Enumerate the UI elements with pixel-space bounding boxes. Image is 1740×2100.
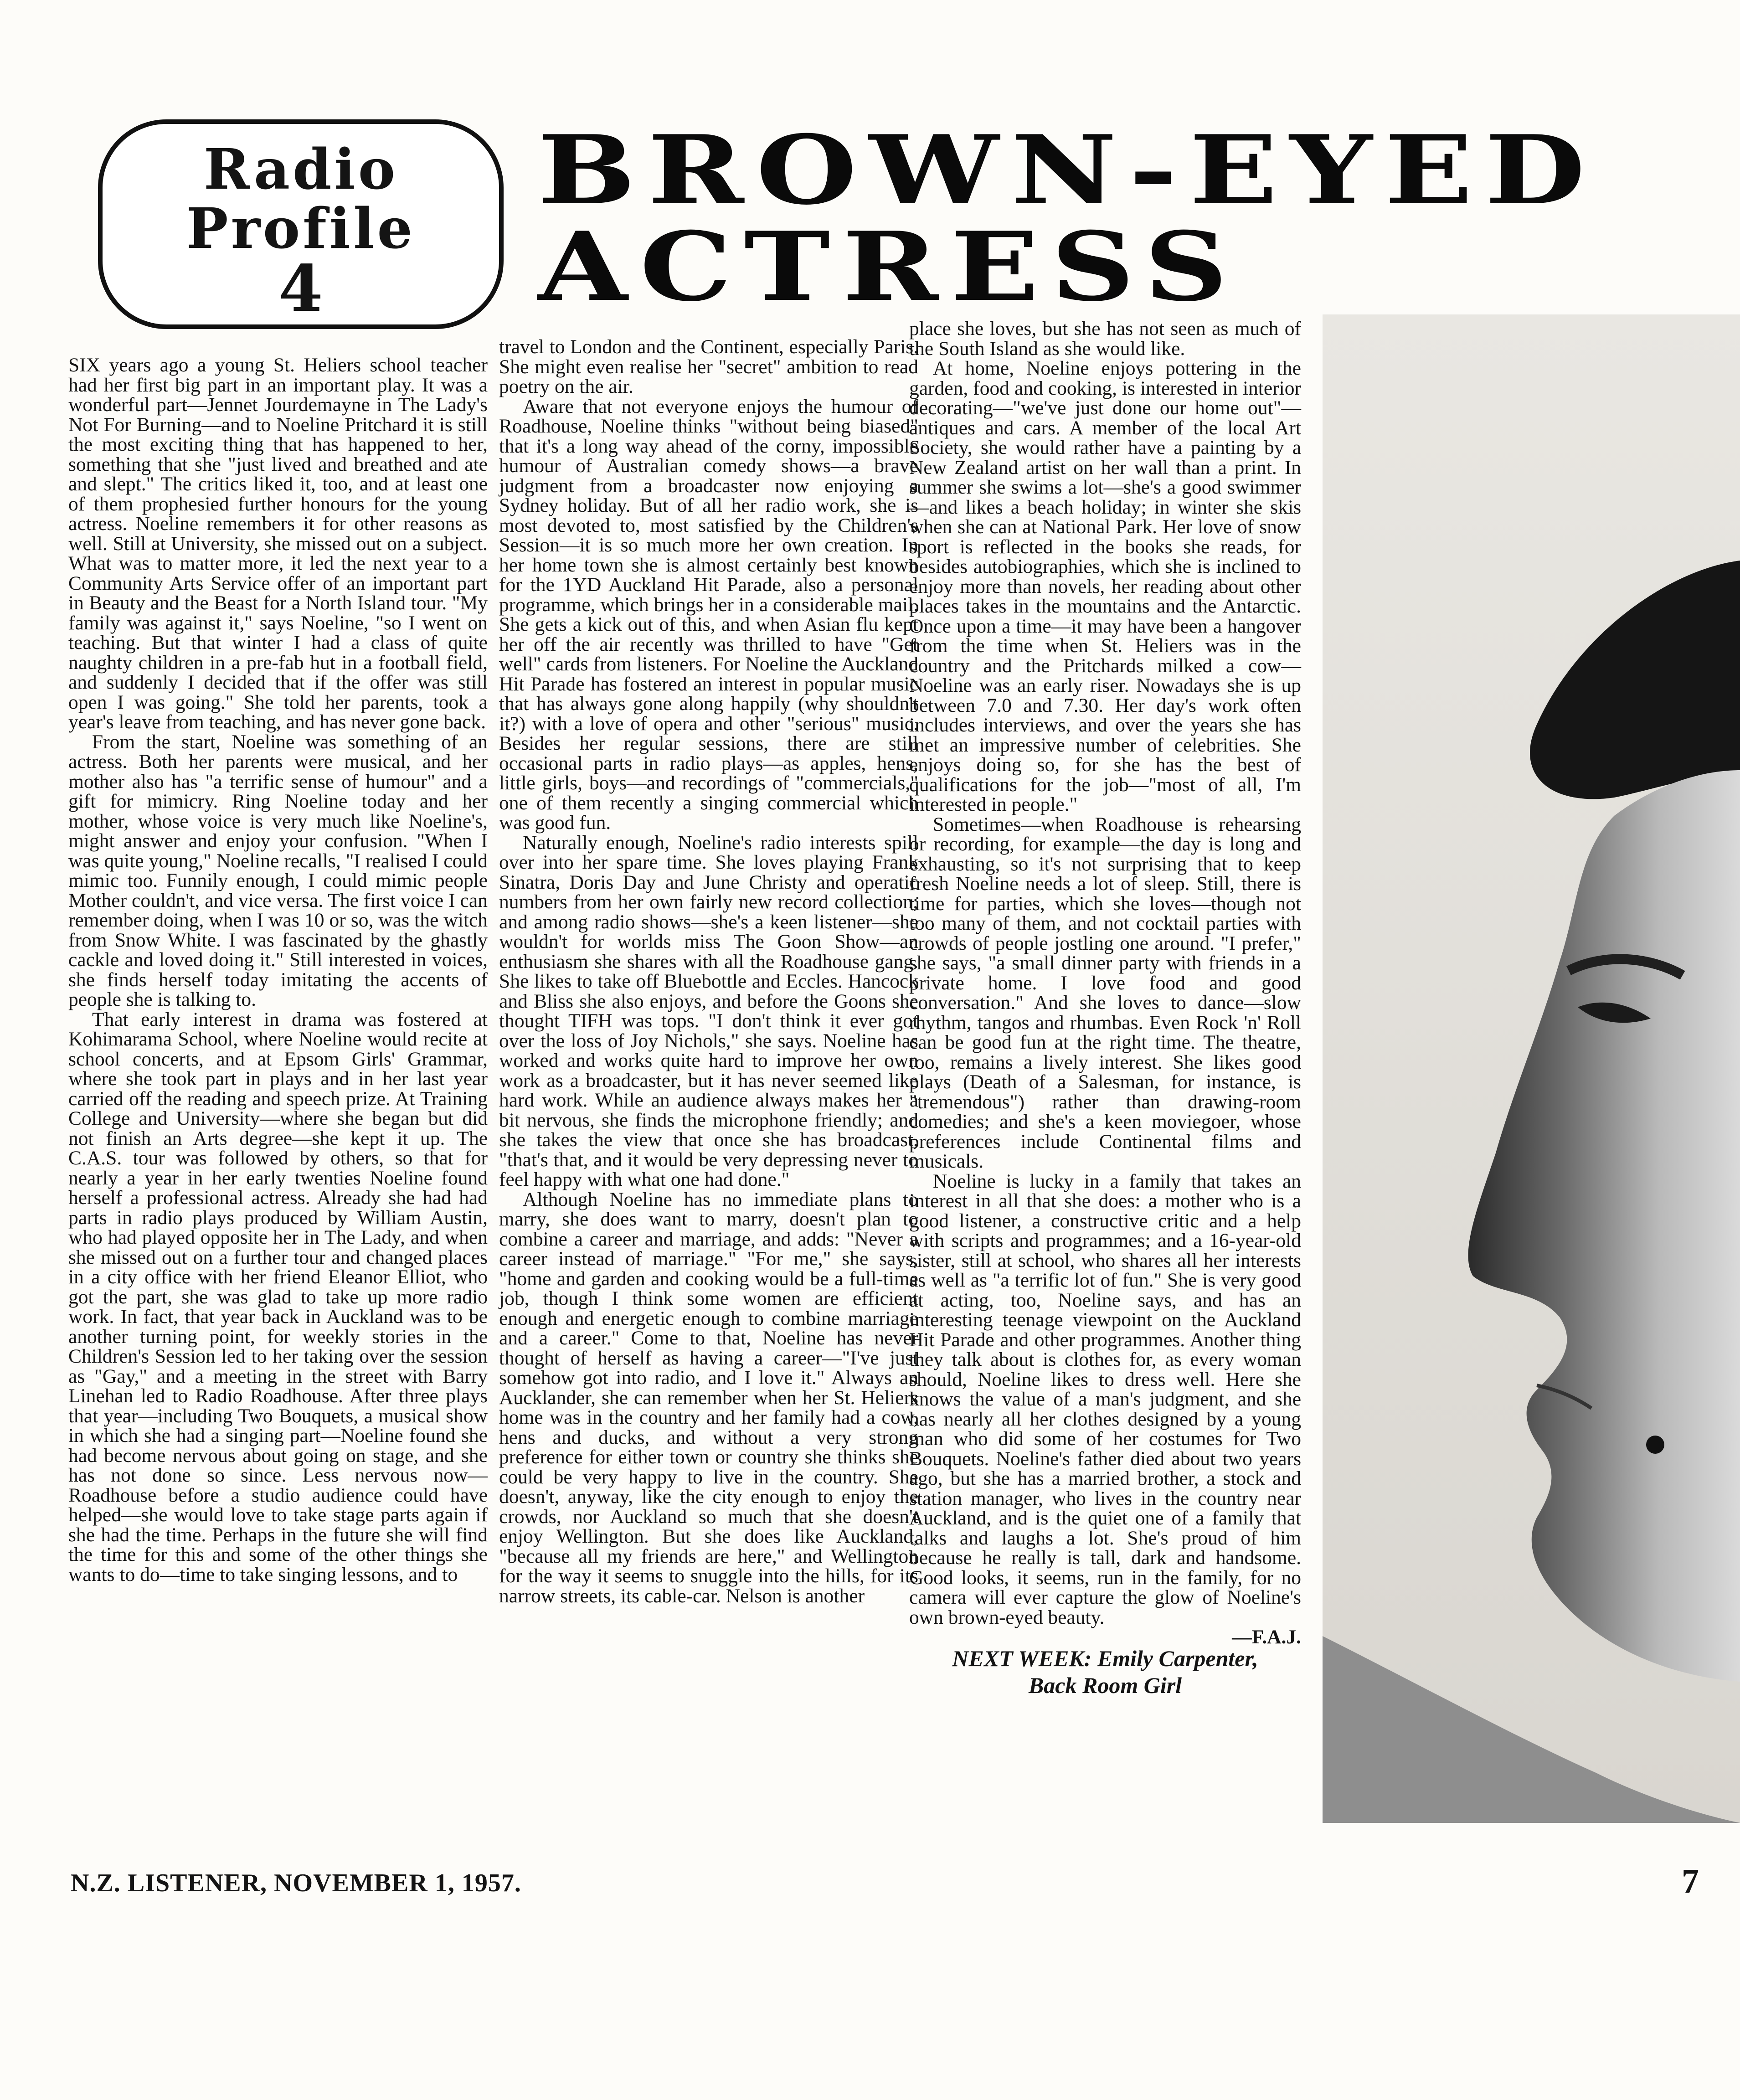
next-week-line-1: NEXT WEEK: Emily Carpenter, (952, 1646, 1258, 1671)
portrait-photo (1323, 314, 1740, 1823)
paragraph: Noeline is lucky in a family that takes an interest in all that she does: a mother who is a good listener, a constructive critic and a help with scripts and programmes; and a 16-year-old sister, still at school, who shares all her interests as well as "a terrific lot of fun." She is very good at acting, too, Noeline says, and has an interesting teenage viewpoint on the Auckland Hit Parade and other programmes. Another thing they talk about is clothes for, as every woman should, Noeline likes to dress well. Here she knows the value of a man's judgment, and she has nearly all her clothes designed by a young man who did some of her costumes for Two Bouquets. Noeline's father died about two years ago, but she has a married brother, a stock and station manager, who lives in the country near Auckland, and is the quiet one of a family that talks and laughs a lot. She's proud of him because he really is tall, dark and handsome. Good looks, it seems, run in the family, for no camera will ever capture the glow of Noeline's own brown-eyed beauty. (909, 1170, 1301, 1628)
page-number: 7 (1682, 1862, 1699, 1900)
paragraph: travel to London and the Continent, especially Paris. She might even realise her "secret" ambition to read poetry on the air. (499, 336, 918, 397)
article-column-2 (499, 337, 918, 1818)
headline-line-2: ACTRESS (538, 211, 1240, 323)
badge-line-radio: Radio (203, 136, 398, 202)
next-week-note (909, 1645, 1301, 1699)
paragraph: That early interest in drama was fostered at Kohimarama School, where Noeline would recite at school concerts, and at Epsom Girls' Grammar, where she took part in plays and in her last year carried off the reading and speech prize. At Training College and University—where she began but did not finish an Arts degree—she kept it up. The C.A.S. tour was followed by others, so that for nearly a year in her early twenties Noeline found herself a professional actress. Already she had had parts in radio plays produced by William Austin, who had played opposite her in The Lady, and when she missed out on a further tour and changed places in a city office with her friend Eleanor Elliot, who got the part, she was glad to take up more radio work. In fact, that year back in Auckland was to be another turning point, for weekly stories in the Children's Session led to her taking over the session as "Gay," and a meeting in the street with Barry Linehan led to Radio Roadhouse. After three plays that year—including Two Bouquets, a musical show in which she had a singing part—Noeline found she had become nervous about going on stage, and she has not done so since. Less nervous now—Roadhouse before a studio audience could have helped—she would love to take stage parts again if she had the time. Perhaps in the future she will find the time for this and some of the other things she wants to do—time to take singing lessons, and to (68, 1008, 488, 1585)
headline-line-1: BROWN-EYED (538, 115, 1598, 226)
article-column-1 (68, 355, 488, 1818)
profile-portrait-image (1323, 314, 1740, 1823)
paragraph: Although Noeline has no immediate plans to marry, she does want to marry, doesn't plan to combine a career and marriage, and adds: "Never a career instead of marriage." "For me," she says, "home and garden and cooking would be a full-time job, though I think some women are efficient enough and energetic enough to combine marriage and a career." Come to that, Noeline has never thought of herself as having a career—"I've just somehow got into radio, and I love it." Always an Aucklander, she can remember when her St. Heliers home was in the country and her family had a cow, hens and ducks, and without a very strong preference for either town or country she thinks she could be very happy to live in the country. She doesn't, anyway, like the city enough to enjoy the crowds, nor Auckland so much that she doesn't enjoy Wellington. But she does like Auckland, "because all my friends are here," and Wellington for the way it seems to snuggle into the hills, for its narrow streets, its cable-car. Nelson is another (499, 1188, 918, 1607)
paragraph: At home, Noeline enjoys pottering in the garden, food and cooking, is interested in interior decorating—"we've just done our home out"—antiques and cars. A member of the local Art Society, she would rather have a painting by a New Zealand artist on her wall than a print. In summer she swims a lot—she's a good swimmer—and likes a beach holiday; in winter she skis when she can at National Park. Her love of snow sport is reflected in the books she reads, for besides autobiographies, which she is inclined to enjoy more than novels, her reading about other places takes in the mountains and the Antarctic. Once upon a time—it may have been a hangover from the time when St. Heliers was in the country and the Pritchards milked a cow—Noeline was an early riser. Nowadays she is up between 7.0 and 7.30. Her day's work often includes interviews, and over the years she has met an impressive number of celebrities. She enjoys doing so, for she has the best of qualifications for the job—"most of all, I'm interested in people." (909, 357, 1301, 815)
paragraph: Naturally enough, Noeline's radio interests spill over into her spare time. She loves playing Frank Sinatra, Doris Day and June Christy and operatic numbers from her own fairly new record collection; and among radio shows—she's a keen listener—she wouldn't for worlds miss The Goon Show—an enthusiasm she shares with all the Roadhouse gang. She likes to take off Bluebottle and Eccles. Hancock and Bliss she also enjoys, and before the Goons she thought TIFH was tops. "I don't think it ever got over the loss of Joy Nichols," she says. Noeline has worked and works quite hard to improve her own work as a broadcaster, but it has never seemed like hard work. While an audience always makes her a bit nervous, she finds the microphone friendly; and she takes the view that once she has broadcast, "that's that, and it would be very depressing never to feel happy with what one had done." (499, 831, 918, 1190)
byline: —F.A.J. (1232, 1626, 1301, 1648)
badge-line-profile: Profile (186, 196, 416, 261)
paragraph: From the start, Noeline was something of an actress. Both her parents were musical, and her mother also has "a terrific sense of humour" and a gift for mimicry. Ring Noeline today and her mother, whose voice is very much like Noeline's, might answer and enjoy your confusion. "When I was quite young," Noeline recalls, "I realised I could mimic too. Funnily enough, I could mimic people Mother couldn't, and vice versa. The first voice I can remember doing, when I was 10 or so, was the witch from Snow White. I was fascinated by the ghastly cackle and loved doing it." Still interested in voices, she finds herself today imitating the accents of people she is talking to. (68, 731, 488, 1010)
headline (538, 115, 1740, 323)
paragraph: place she loves, but she has not seen as much of the South Island as she would like. (909, 318, 1301, 360)
footer-publication-line: N.Z. LISTENER, NOVEMBER 1, 1957. (71, 1869, 521, 1897)
paragraph: SIX years ago a young St. Heliers school teacher had her first big part in an important play. It was a wonderful part—Jennet Jourdemayne in The Lady's Not For Burning—and to Noeline Pritchard it is still the most exciting thing that has happened to her, something that she "just lived and breathed and ate and slept." The critics liked it, too, and at least one of them prophesied further honours for the young actress. Noeline remembers it for other reasons as well. Still at University, she missed out on a subject. What was to matter more, it led the next year to a Community Arts Service offer of an important part in Beauty and the Beast for a North Island tour. "My family was against it," says Noeline, "so I went on teaching. But that winter I had a class of quite naughty children in a pre-fab hut in a football field, and suddenly I decided that if the offer was still open I was going." She told her parents, took a year's leave from teaching, and has never gone back. (68, 354, 488, 733)
article-column-3 (909, 318, 1301, 1648)
radio-profile-badge (98, 119, 504, 329)
paragraph: Aware that not everyone enjoys the humour of Roadhouse, Noeline thinks "without being biased" that it's a long way ahead of the corny, impossible humour of Australian comedy shows—a brave judgment from a broadcaster now enjoying a Sydney holiday. But of all her radio work, she is most devoted to, most satisfied by the Children's Session—it is so much more her own creation. In her home town she is almost certainly best known for the 1YD Auckland Hit Parade, also a personal programme, which brings her in a considerable mail. She gets a kick out of this, and when Asian flu kept her off the air recently was thrilled to have "Get well" cards from listeners. For Noeline the Auckland Hit Parade has fostered an interest in popular music that has always gone along happily (why shouldn't it?) with a love of opera and other "serious" music. Besides her regular sessions, there are still occasional parts in radio plays—as apples, hens, little girls, boys—and recordings of "commercials," one of them recently a singing commercial which was good fun. (499, 395, 918, 834)
next-week-line-2: Back Room Girl (1028, 1673, 1182, 1698)
paragraph: Sometimes—when Roadhouse is rehearsing or recording, for example—the day is long and exhausting, so it's not surprising that to keep fresh Noeline needs a lot of sleep. Still, there is time for parties, which she loves—though not too many of them, and not cocktail parties with crowds of people jostling one around. "I prefer," she says, "a small dinner party with friends in a private home. I love food and good conversation." And she loves to dance—slow rhythm, tangos and rhumbas. Even Rock 'n' Roll can be good fun at the right time. The theatre, too, remains a lively interest. She likes good plays (Death of a Salesman, for instance, is "tremendous") rather than drawing-room comedies; and she's a keen moviegoer, whose preferences include Continental films and musicals. (909, 813, 1301, 1172)
badge-number: 4 (278, 252, 323, 326)
